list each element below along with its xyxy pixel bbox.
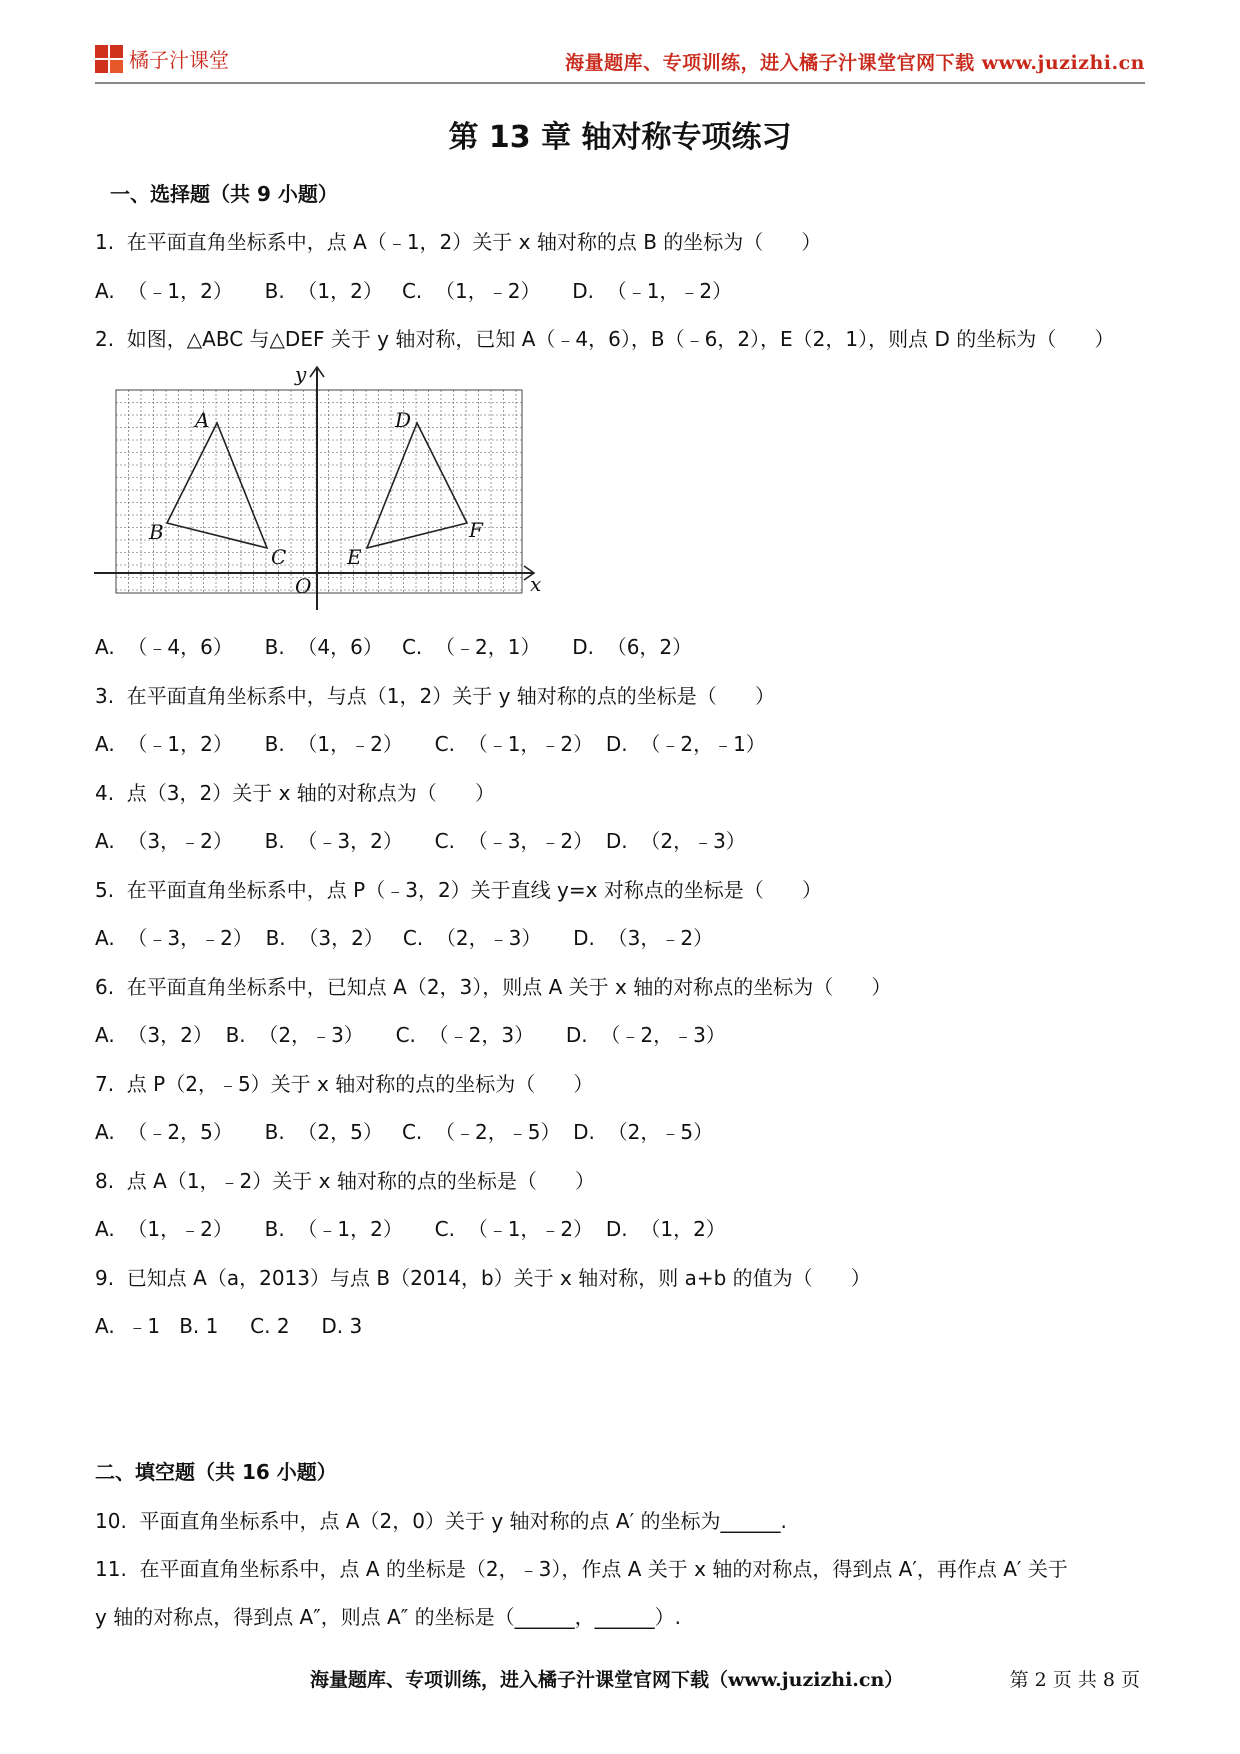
question-5: 5. 在平面直角坐标系中，点 P（﹣3，2）关于直线 y=x 对称点的坐标是（ ） <box>95 878 822 902</box>
options-6: A. （3，2） B. （2，﹣3） C. （﹣2，3） D. （﹣2，﹣3） <box>95 1023 726 1047</box>
label-d: D <box>395 408 412 432</box>
options-8: A. （1，﹣2） B. （﹣1，2） C. （﹣1，﹣2） D. （1，2） <box>95 1217 726 1241</box>
label-x-axis: x <box>530 572 542 596</box>
question-11: 11. 在平面直角坐标系中，点 A 的坐标是（2，﹣3），作点 A 关于 x 轴的对称点，得到点 A′，再作点 A′ 关于 <box>95 1557 1068 1581</box>
question-8: 8. 点 A（1，﹣2）关于 x 轴对称的点的坐标是（ ） <box>95 1169 595 1193</box>
header-tagline: 海量题库、专项训练，进入橘子汁课堂官网下载 www.juzizhi.cn <box>565 52 1145 74</box>
question-1: 1. 在平面直角坐标系中，点 A（﹣1，2）关于 x 轴对称的点 B 的坐标为（ ） <box>95 230 822 254</box>
question-11-continued: y 轴的对称点，得到点 A″，则点 A″ 的坐标是（______，______）. <box>95 1605 681 1629</box>
options-9: A. ﹣1 B. 1 C. 2 D. 3 <box>95 1314 363 1338</box>
grid-border <box>116 390 522 593</box>
options-2: A. （﹣4，6） B. （4，6） C. （﹣2，1） D. （6，2） <box>95 635 693 659</box>
question-9: 9. 已知点 A（a，2013）与点 B（2014，b）关于 x 轴对称，则 a+b 的值为（ ） <box>95 1266 871 1290</box>
options-5: A. （﹣3，﹣2） B. （3，2） C. （2，﹣3） D. （3，﹣2） <box>95 926 714 950</box>
label-y-axis: y <box>295 365 307 386</box>
question-10: 10. 平面直角坐标系中，点 A（2，0）关于 y 轴对称的点 A′ 的坐标为______. <box>95 1509 787 1533</box>
page-header <box>95 38 1145 82</box>
options-7: A. （﹣2，5） B. （2，5） C. （﹣2，﹣5） D. （2，﹣5） <box>95 1120 714 1144</box>
question-4: 4. 点（3，2）关于 x 轴的对称点为（ ） <box>95 781 495 805</box>
logo <box>95 44 229 73</box>
triangle-diagram <box>94 365 544 615</box>
question-3: 3. 在平面直角坐标系中，与点（1，2）关于 y 轴对称的点的坐标是（ ） <box>95 684 775 708</box>
label-c: C <box>271 545 287 569</box>
question-2: 2. 如图，△ABC 与△DEF 关于 y 轴对称，已知 A（﹣4，6），B（﹣6，2），E（2，1），则点 D 的坐标为（ ） <box>95 327 1115 351</box>
header-divider <box>95 82 1145 84</box>
options-1: A. （﹣1，2） B. （1，2） C. （1，﹣2） D. （﹣1，﹣2） <box>95 279 733 303</box>
triangle-def <box>367 423 467 548</box>
footer-text: 海量题库、专项训练，进入橘子汁课堂官网下载（www.juzizhi.cn） <box>310 1669 904 1691</box>
options-4: A. （3，﹣2） B. （﹣3，2） C. （﹣3，﹣2） D. （2，﹣3） <box>95 829 746 853</box>
options-3: A. （﹣1，2） B. （1，﹣2） C. （﹣1，﹣2） D. （﹣2，﹣1） <box>95 732 766 756</box>
question-7: 7. 点 P（2，﹣5）关于 x 轴对称的点的坐标为（ ） <box>95 1072 594 1096</box>
label-e: E <box>347 545 362 569</box>
page-title: 第 13 章 轴对称专项练习 <box>448 120 792 155</box>
label-b: B <box>149 520 164 544</box>
label-origin: O <box>295 574 312 598</box>
section-heading-fill: 二、填空题（共 16 小题） <box>95 1460 337 1484</box>
coordinate-figure <box>94 365 544 619</box>
logo-icon <box>95 45 123 73</box>
question-6: 6. 在平面直角坐标系中，已知点 A（2，3），则点 A 关于 x 轴的对称点的坐标为（ ） <box>95 975 892 999</box>
triangle-abc <box>167 423 267 548</box>
section-heading-choice: 一、选择题（共 9 小题） <box>110 182 338 206</box>
label-a: A <box>195 408 210 432</box>
page-number: 第 2 页 共 8 页 <box>1009 1669 1140 1691</box>
label-f: F <box>469 518 483 542</box>
logo-text: 橘子汁课堂 <box>129 48 229 72</box>
